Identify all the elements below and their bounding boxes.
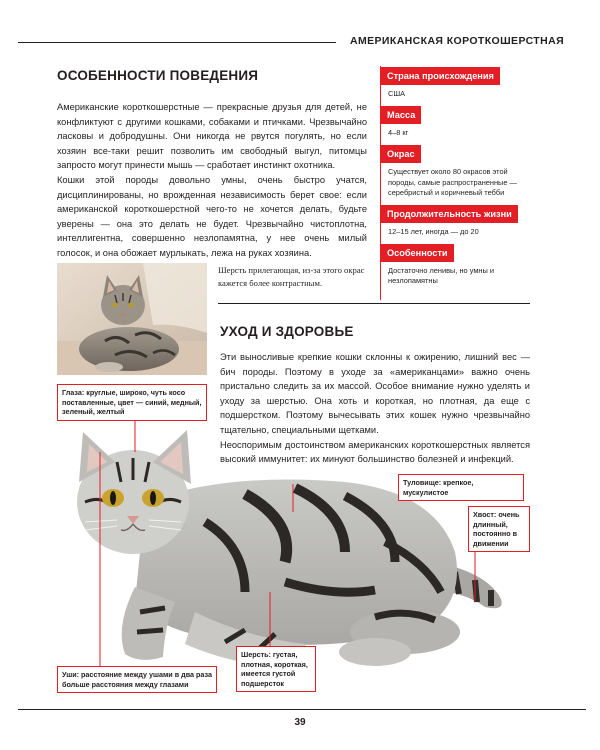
- care-paragraph-1: Эти выносливые крепкие кошки склонны к ожирению, лишний вес — бич породы. Поэтому в уходе за «американцами» важно очень пристально следить за их массой. Особое внимание нужно уделять и уходу за шерстью. Она хоть и короткая, но плотная, да еще с подшерстком. Поэтому вычесывать этих кошек нужно чрезвычайно тщательно, специальными щетками.: [220, 352, 530, 435]
- behavior-text: [57, 100, 367, 261]
- behavior-paragraph-1: Американские короткошерстные — прекрасные друзья для детей, не конфликтуют с другими кошками, собаками и птичками. Чрезвычайно ласковы и добродушны. Они никогда не рвутся погулять, но если хозяин все-таки решит позволить им свободный выгул, питомцы запросто могут принести мышь — сработает инстинкт охотника.: [57, 102, 367, 171]
- cat-photo-illustration: [57, 263, 207, 375]
- header-rule: [18, 42, 336, 43]
- section-divider: [218, 303, 530, 304]
- behavior-title: ОСОБЕННОСТИ ПОВЕДЕНИЯ: [57, 68, 259, 83]
- fact-label-color: Окрас: [381, 145, 421, 163]
- fact-label-origin: Страна происхождения: [381, 67, 500, 85]
- photo-caption: Шерсть прилегающая, из-за этого окрас кажется более контрастным.: [218, 265, 365, 288]
- fact-label-mass: Масса: [381, 106, 421, 124]
- fact-box: [380, 66, 530, 300]
- callout-coat: Шерсть: густая, плотная, короткая, имеется густой подшерсток: [236, 646, 316, 692]
- page-number: 39: [294, 717, 306, 728]
- fact-value-color: Существует около 80 окрасов этой породы, самые распространенные — серебристый и коричневый тебби: [388, 167, 517, 197]
- footer-rule: [18, 709, 586, 710]
- tabby-cat-illustration: [45, 412, 530, 682]
- callout-eyes: Глаза: круглые, широко, чуть косо поставленные, цвет — синий, медный, зеленый, желтый: [57, 384, 207, 421]
- care-paragraph-2: Неоспоримым достоинством американских короткошерстных является высокий иммунитет: их минуют большинство болезней и инфекций.: [220, 439, 530, 465]
- fact-value-origin: США: [388, 89, 406, 98]
- fact-value-traits: Достаточно ленивы, но умны и незлопамятны: [388, 266, 494, 286]
- fact-label-lifespan: Продолжительность жизни: [381, 205, 518, 223]
- cat-photo: [57, 263, 207, 375]
- fact-value-lifespan: 12–15 лет, иногда — до 20: [388, 227, 479, 237]
- care-title: УХОД И ЗДОРОВЬЕ: [220, 324, 354, 339]
- callout-body: Туловище: крепкое, мускулистое: [398, 474, 524, 501]
- callout-tail: Хвост: очень длинный, постоянно в движении: [468, 506, 530, 552]
- running-header-title: АМЕРИКАНСКАЯ КОРОТКОШЕРСТНАЯ: [350, 35, 565, 47]
- fact-label-traits: Особенности: [381, 244, 454, 262]
- fact-value-mass: 4–8 кг: [388, 128, 409, 138]
- callout-ears: Уши: расстояние между ушами в два раза больше расстояния между глазами: [57, 666, 217, 693]
- behavior-paragraph-2: Кошки этой породы довольно умны, очень быстро учатся, дисциплинированы, но врожденная независимость берет свое: если американской короткошерстной чего-то не хочется делать, будьте уверены — она это делать не будет. Чрезвычайно чистоплотна, интеллигентна, совершенно незлопамятна, у нее очень милый голосок, и она обожает мурлыкать, лежа на руках хозяина.: [57, 174, 367, 258]
- cat-lying-illustration: [45, 412, 530, 682]
